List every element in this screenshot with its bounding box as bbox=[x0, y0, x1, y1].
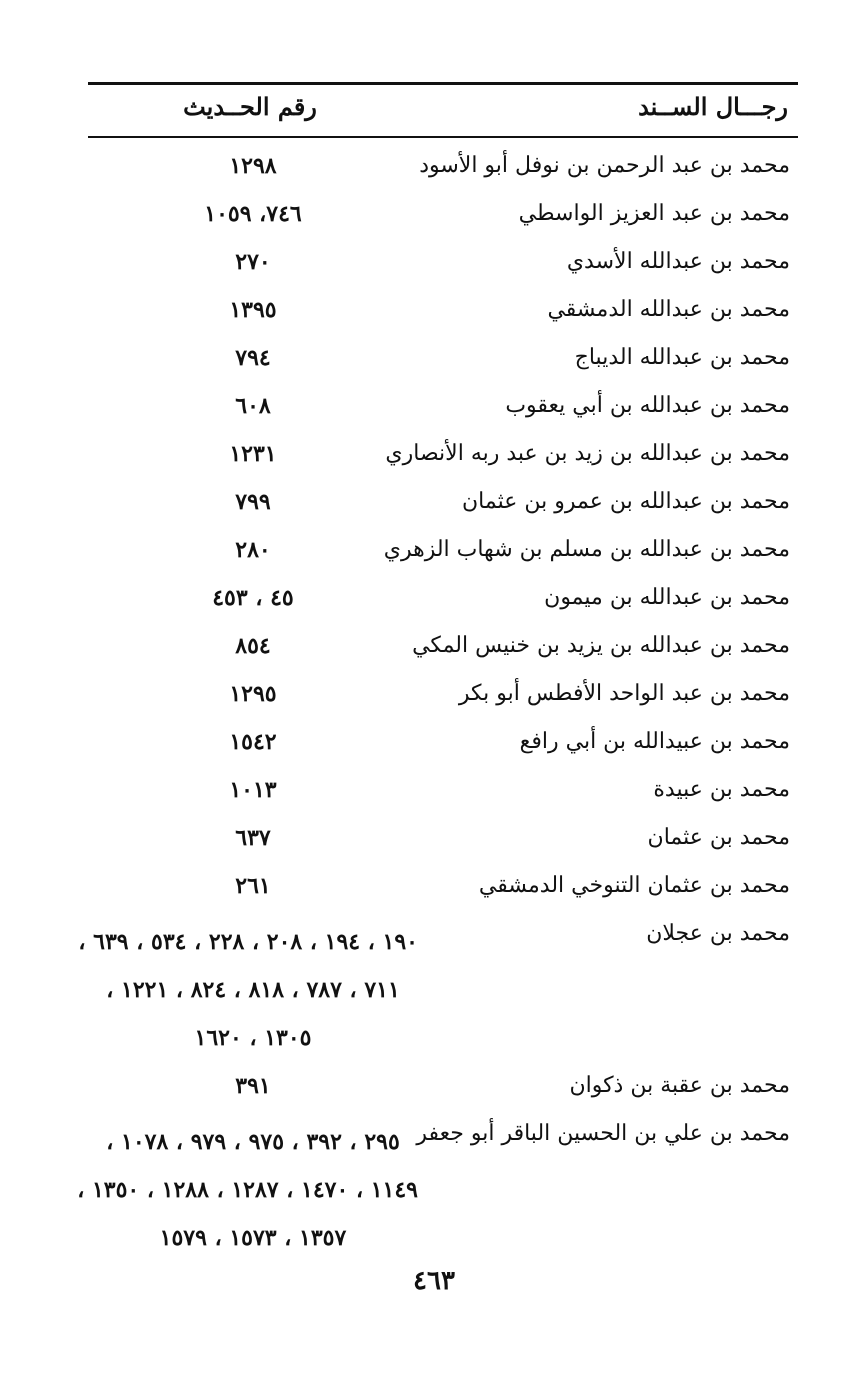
hadith-numbers-line: ١٣٩٥ bbox=[229, 297, 277, 323]
hadith-numbers bbox=[88, 726, 418, 758]
table-row bbox=[78, 910, 798, 1062]
hadith-numbers-line: ١١٤٩ ، ١٤٧٠ ، ١٢٨٧ ، ١٢٨٨ ، ١٣٥٠ ، bbox=[77, 1177, 418, 1203]
table-row bbox=[88, 670, 798, 718]
narrator-name: محمد بن عبدالله بن زيد بن عبد ربه الأنصاري bbox=[385, 441, 790, 466]
table-row bbox=[88, 142, 798, 190]
hadith-numbers bbox=[88, 246, 418, 278]
narrator-name: محمد بن علي بن الحسين الباقر أبو جعفر bbox=[416, 1121, 790, 1146]
hadith-numbers-line: ٣٩١ bbox=[235, 1073, 271, 1099]
table-row bbox=[88, 238, 798, 286]
hadith-numbers-line: ٢٨٠ bbox=[235, 537, 271, 563]
hadith-numbers-line: ٨٥٤ bbox=[235, 633, 271, 659]
narrator-name: محمد بن عجلان bbox=[646, 921, 790, 946]
table-row bbox=[88, 286, 798, 334]
narrator-name: محمد بن عبدالله بن يزيد بن خنيس المكي bbox=[412, 633, 790, 658]
table-row bbox=[88, 430, 798, 478]
table-row bbox=[88, 574, 798, 622]
hadith-numbers-line: ٢٩٥ ، ٣٩٢ ، ٩٧٥ ، ٩٧٩ ، ١٠٧٨ ، bbox=[106, 1129, 400, 1155]
narrator-name: محمد بن عثمان bbox=[647, 825, 790, 850]
hadith-numbers-line: ١٣٠٥ ، ١٦٢٠ bbox=[194, 1025, 312, 1051]
column-header-narrators: رجـــال الســند bbox=[638, 92, 788, 121]
top-rule bbox=[88, 82, 798, 85]
hadith-numbers bbox=[88, 390, 418, 422]
narrator-name: محمد بن عبدالله بن مسلم بن شهاب الزهري bbox=[383, 537, 790, 562]
hadith-numbers-line: ١٢٩٥ bbox=[229, 681, 277, 707]
narrator-name: محمد بن عبدالله بن أبي يعقوب bbox=[505, 393, 790, 418]
hadith-numbers-line: ٧٩٤ bbox=[235, 345, 271, 371]
hadith-numbers bbox=[88, 582, 418, 614]
narrator-name: محمد بن عبيدالله بن أبي رافع bbox=[519, 729, 790, 754]
header-rule bbox=[88, 136, 798, 138]
narrator-name: محمد بن عبدالله الدمشقي bbox=[547, 297, 790, 322]
table-row bbox=[88, 766, 798, 814]
hadith-numbers bbox=[88, 438, 418, 470]
table-row bbox=[88, 526, 798, 574]
hadith-numbers bbox=[88, 630, 418, 662]
narrator-name: محمد بن عبيدة bbox=[653, 777, 790, 802]
hadith-numbers bbox=[88, 870, 418, 902]
hadith-numbers-line: ٦٠٨ bbox=[235, 393, 271, 419]
hadith-numbers bbox=[88, 486, 418, 518]
hadith-numbers bbox=[88, 150, 418, 182]
table-row bbox=[88, 190, 798, 238]
narrator-name: محمد بن عبدالله الديباج bbox=[574, 345, 790, 370]
hadith-numbers bbox=[88, 1070, 418, 1102]
narrator-name: محمد بن عبد الواحد الأفطس أبو بكر bbox=[458, 681, 790, 706]
page-number: ٤٦٣ bbox=[413, 1266, 455, 1296]
narrator-name: محمد بن عبدالله الأسدي bbox=[566, 249, 790, 274]
hadith-numbers bbox=[88, 294, 418, 326]
narrator-name: محمد بن عبدالله بن ميمون bbox=[544, 585, 790, 610]
hadith-numbers-line: ٢٦١ bbox=[235, 873, 271, 899]
hadith-numbers-line: ٤٥ ، ٤٥٣ bbox=[212, 585, 294, 611]
hadith-numbers-line: ١٣٥٧ ، ١٥٧٣ ، ١٥٧٩ bbox=[159, 1225, 347, 1251]
hadith-numbers bbox=[77, 1110, 418, 1262]
table-row bbox=[77, 1110, 798, 1262]
hadith-numbers bbox=[88, 198, 418, 230]
hadith-numbers-line: ١٩٠ ، ١٩٤ ، ٢٠٨ ، ٢٢٨ ، ٥٣٤ ، ٦٣٩ ، bbox=[78, 929, 418, 955]
hadith-numbers-line: ١٥٤٢ bbox=[229, 729, 277, 755]
narrator-name: محمد بن عقبة بن ذكوان bbox=[569, 1073, 790, 1098]
hadith-numbers-line: ٢٧٠ bbox=[235, 249, 271, 275]
column-header-hadith-number: رقم الحــديث bbox=[183, 92, 317, 121]
table-row bbox=[88, 718, 798, 766]
hadith-numbers-line: ٧١١ ، ٧٨٧ ، ٨١٨ ، ٨٢٤ ، ١٢٢١ ، bbox=[106, 977, 400, 1003]
table-row bbox=[88, 1062, 798, 1110]
hadith-numbers bbox=[88, 774, 418, 806]
hadith-numbers bbox=[88, 342, 418, 374]
hadith-numbers bbox=[88, 534, 418, 566]
hadith-numbers bbox=[88, 678, 418, 710]
narrator-name: محمد بن عثمان التنوخي الدمشقي bbox=[478, 873, 790, 898]
hadith-numbers-line: ١٢٣١ bbox=[229, 441, 277, 467]
table-row bbox=[88, 622, 798, 670]
table-row bbox=[88, 334, 798, 382]
hadith-numbers-line: ٦٣٧ bbox=[235, 825, 271, 851]
narrator-name: محمد بن عبدالله بن عمرو بن عثمان bbox=[462, 489, 790, 514]
table-row bbox=[88, 862, 798, 910]
table-row bbox=[88, 478, 798, 526]
narrator-name: محمد بن عبد الرحمن بن نوفل أبو الأسود bbox=[419, 153, 790, 178]
table-row bbox=[88, 382, 798, 430]
hadith-numbers-line: ٧٤٦، ١٠٥٩ bbox=[204, 201, 302, 227]
hadith-numbers bbox=[88, 822, 418, 854]
index-table bbox=[77, 142, 798, 1262]
narrator-name: محمد بن عبد العزيز الواسطي bbox=[518, 201, 790, 226]
hadith-numbers bbox=[78, 910, 418, 1062]
hadith-numbers-line: ١٢٩٨ bbox=[229, 153, 277, 179]
table-row bbox=[88, 814, 798, 862]
hadith-numbers-line: ٧٩٩ bbox=[235, 489, 271, 515]
hadith-numbers-line: ١٠١٣ bbox=[229, 777, 277, 803]
